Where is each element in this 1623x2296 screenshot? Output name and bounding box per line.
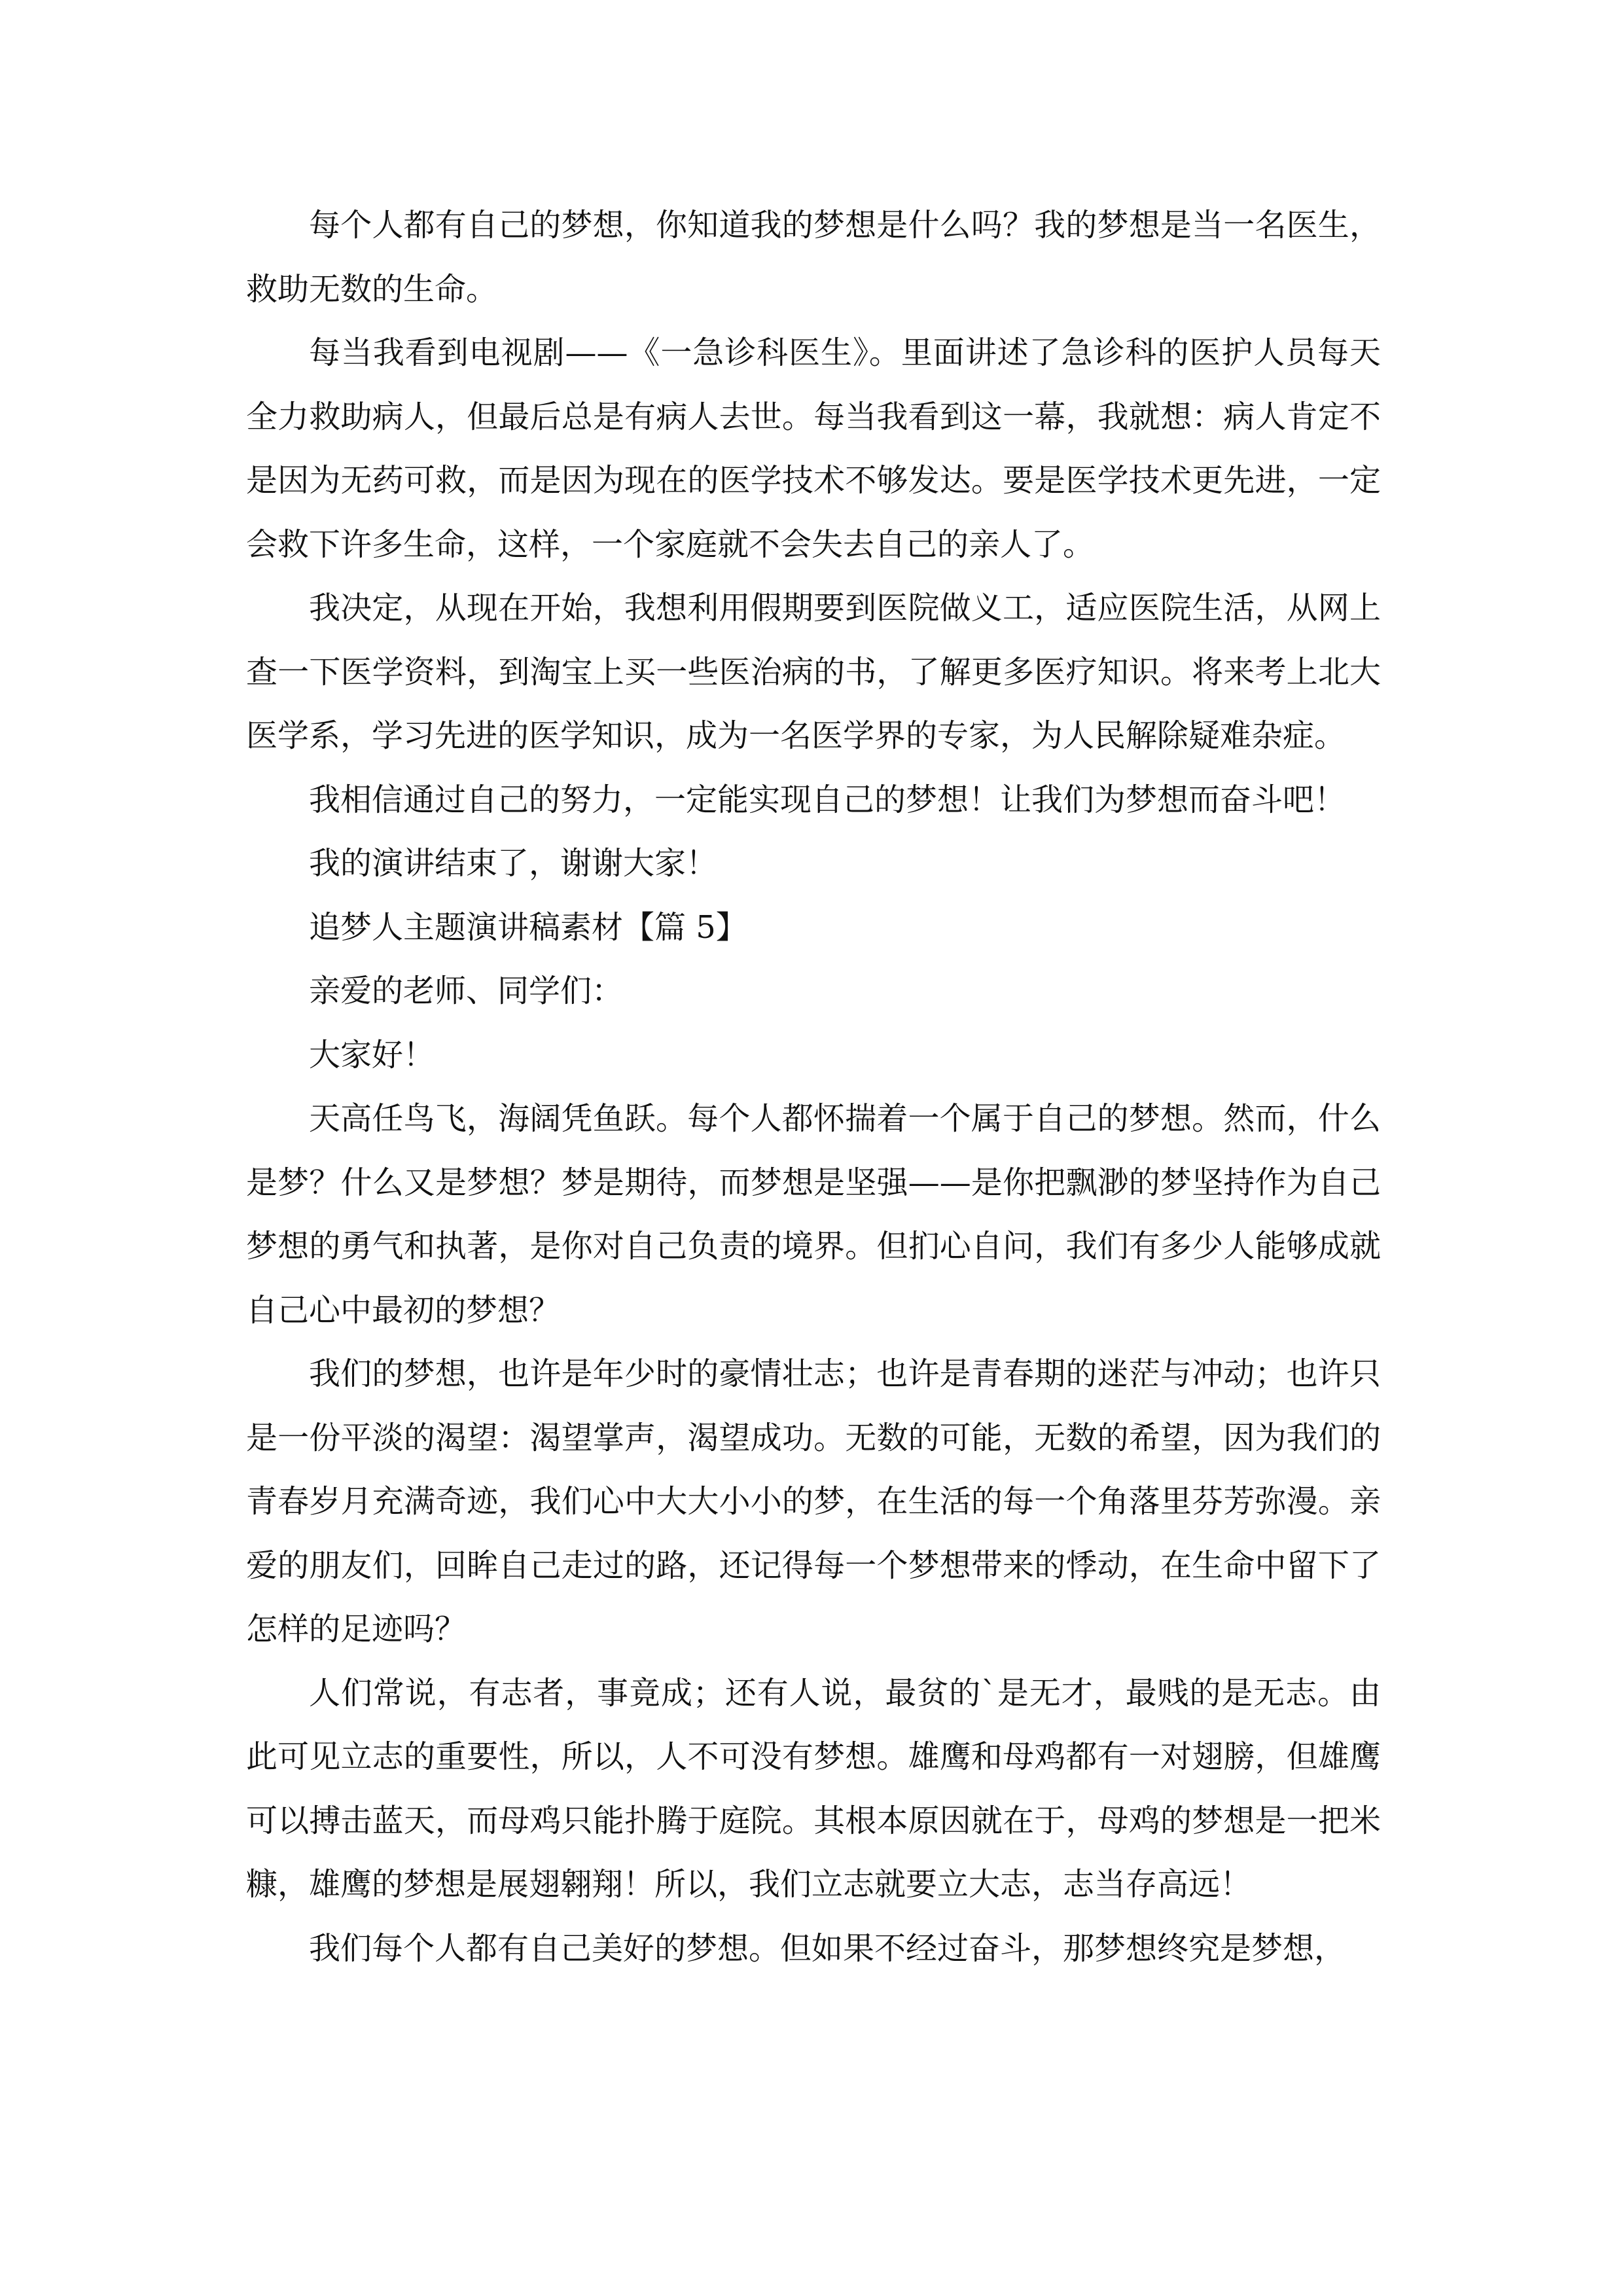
paragraph-what-is-dream: 天高任鸟飞，海阔凭鱼跃。每个人都怀揣着一个属于自己的梦想。然而，什么是梦？什么又是梦想？梦是期待，而梦想是坚强——是你把飘渺的梦坚持作为自己梦想的勇气和执著，是你对自己负责的境界。但扪心自问，我们有多少人能够成就自己心中最初的梦想？ xyxy=(246,1100,1381,1329)
paragraph-struggle: 我们每个人都有自己美好的梦想。但如果不经过奋斗，那梦想终究是梦想， xyxy=(309,1929,1346,1967)
section-heading: 追梦人主题演讲稿素材【篇 5】 xyxy=(309,908,747,946)
paragraph-ambition: 人们常说，有志者，事竟成；还有人说，最贫的`是无才，最贱的是无志。由此可见立志的重要性，所以，人不可没有梦想。雄鹰和母鸡都有一对翅膀，但雄鹰可以搏击蓝天，而母鸡只能扑腾于庭院。其根本原因就在于，母鸡的梦想是一把米糠，雄鹰的梦想是展翅翱翔！所以，我们立志就要立大志，志当存高远！ xyxy=(246,1674,1381,1903)
paragraph-tv-drama: 每当我看到电视剧——《一急诊科医生》。里面讲述了急诊科的医护人员每天全力救助病人，但最后总是有病人去世。每当我看到这一幕，我就想：病人肯定不是因为无药可救，而是因为现在的医学技术不够发达。要是医学技术更先进，一定会救下许多生命，这样，一个家庭就不会失去自己的亲人了。 xyxy=(246,334,1381,563)
paragraph-closing: 我的演讲结束了，谢谢大家！ xyxy=(309,845,718,882)
paragraph-intro: 每个人都有自己的梦想，你知道我的梦想是什么吗？我的梦想是当一名医生，救助无数的生命。 xyxy=(246,207,1381,308)
paragraph-belief: 我相信通过自己的努力，一定能实现自己的梦想！让我们为梦想而奋斗吧！ xyxy=(309,781,1346,818)
paragraph-our-dreams: 我们的梦想，也许是年少时的豪情壮志；也许是青春期的迷茫与冲动；也许只是一份平淡的渴望：渴望掌声，渴望成功。无数的可能，无数的希望，因为我们的青春岁月充满奇迹，我们心中大大小小的梦，在生活的每一个角落里芬芳弥漫。亲爱的朋友们，回眸自己走过的路，还记得每一个梦想带来的悸动，在生命中留下了怎样的足迹吗？ xyxy=(246,1355,1381,1647)
greeting: 大家好！ xyxy=(309,1036,435,1073)
paragraph-decision: 我决定，从现在开始，我想利用假期要到医院做义工，适应医院生活，从网上查一下医学资料，到淘宝上买一些医治病的书，了解更多医疗知识。将来考上北大医学系，学习先进的医学知识，成为一名医学界的专家，为人民解除疑难杂症。 xyxy=(246,590,1381,754)
salutation: 亲爱的老师、同学们： xyxy=(309,973,624,1009)
speech-body xyxy=(246,194,1381,1981)
